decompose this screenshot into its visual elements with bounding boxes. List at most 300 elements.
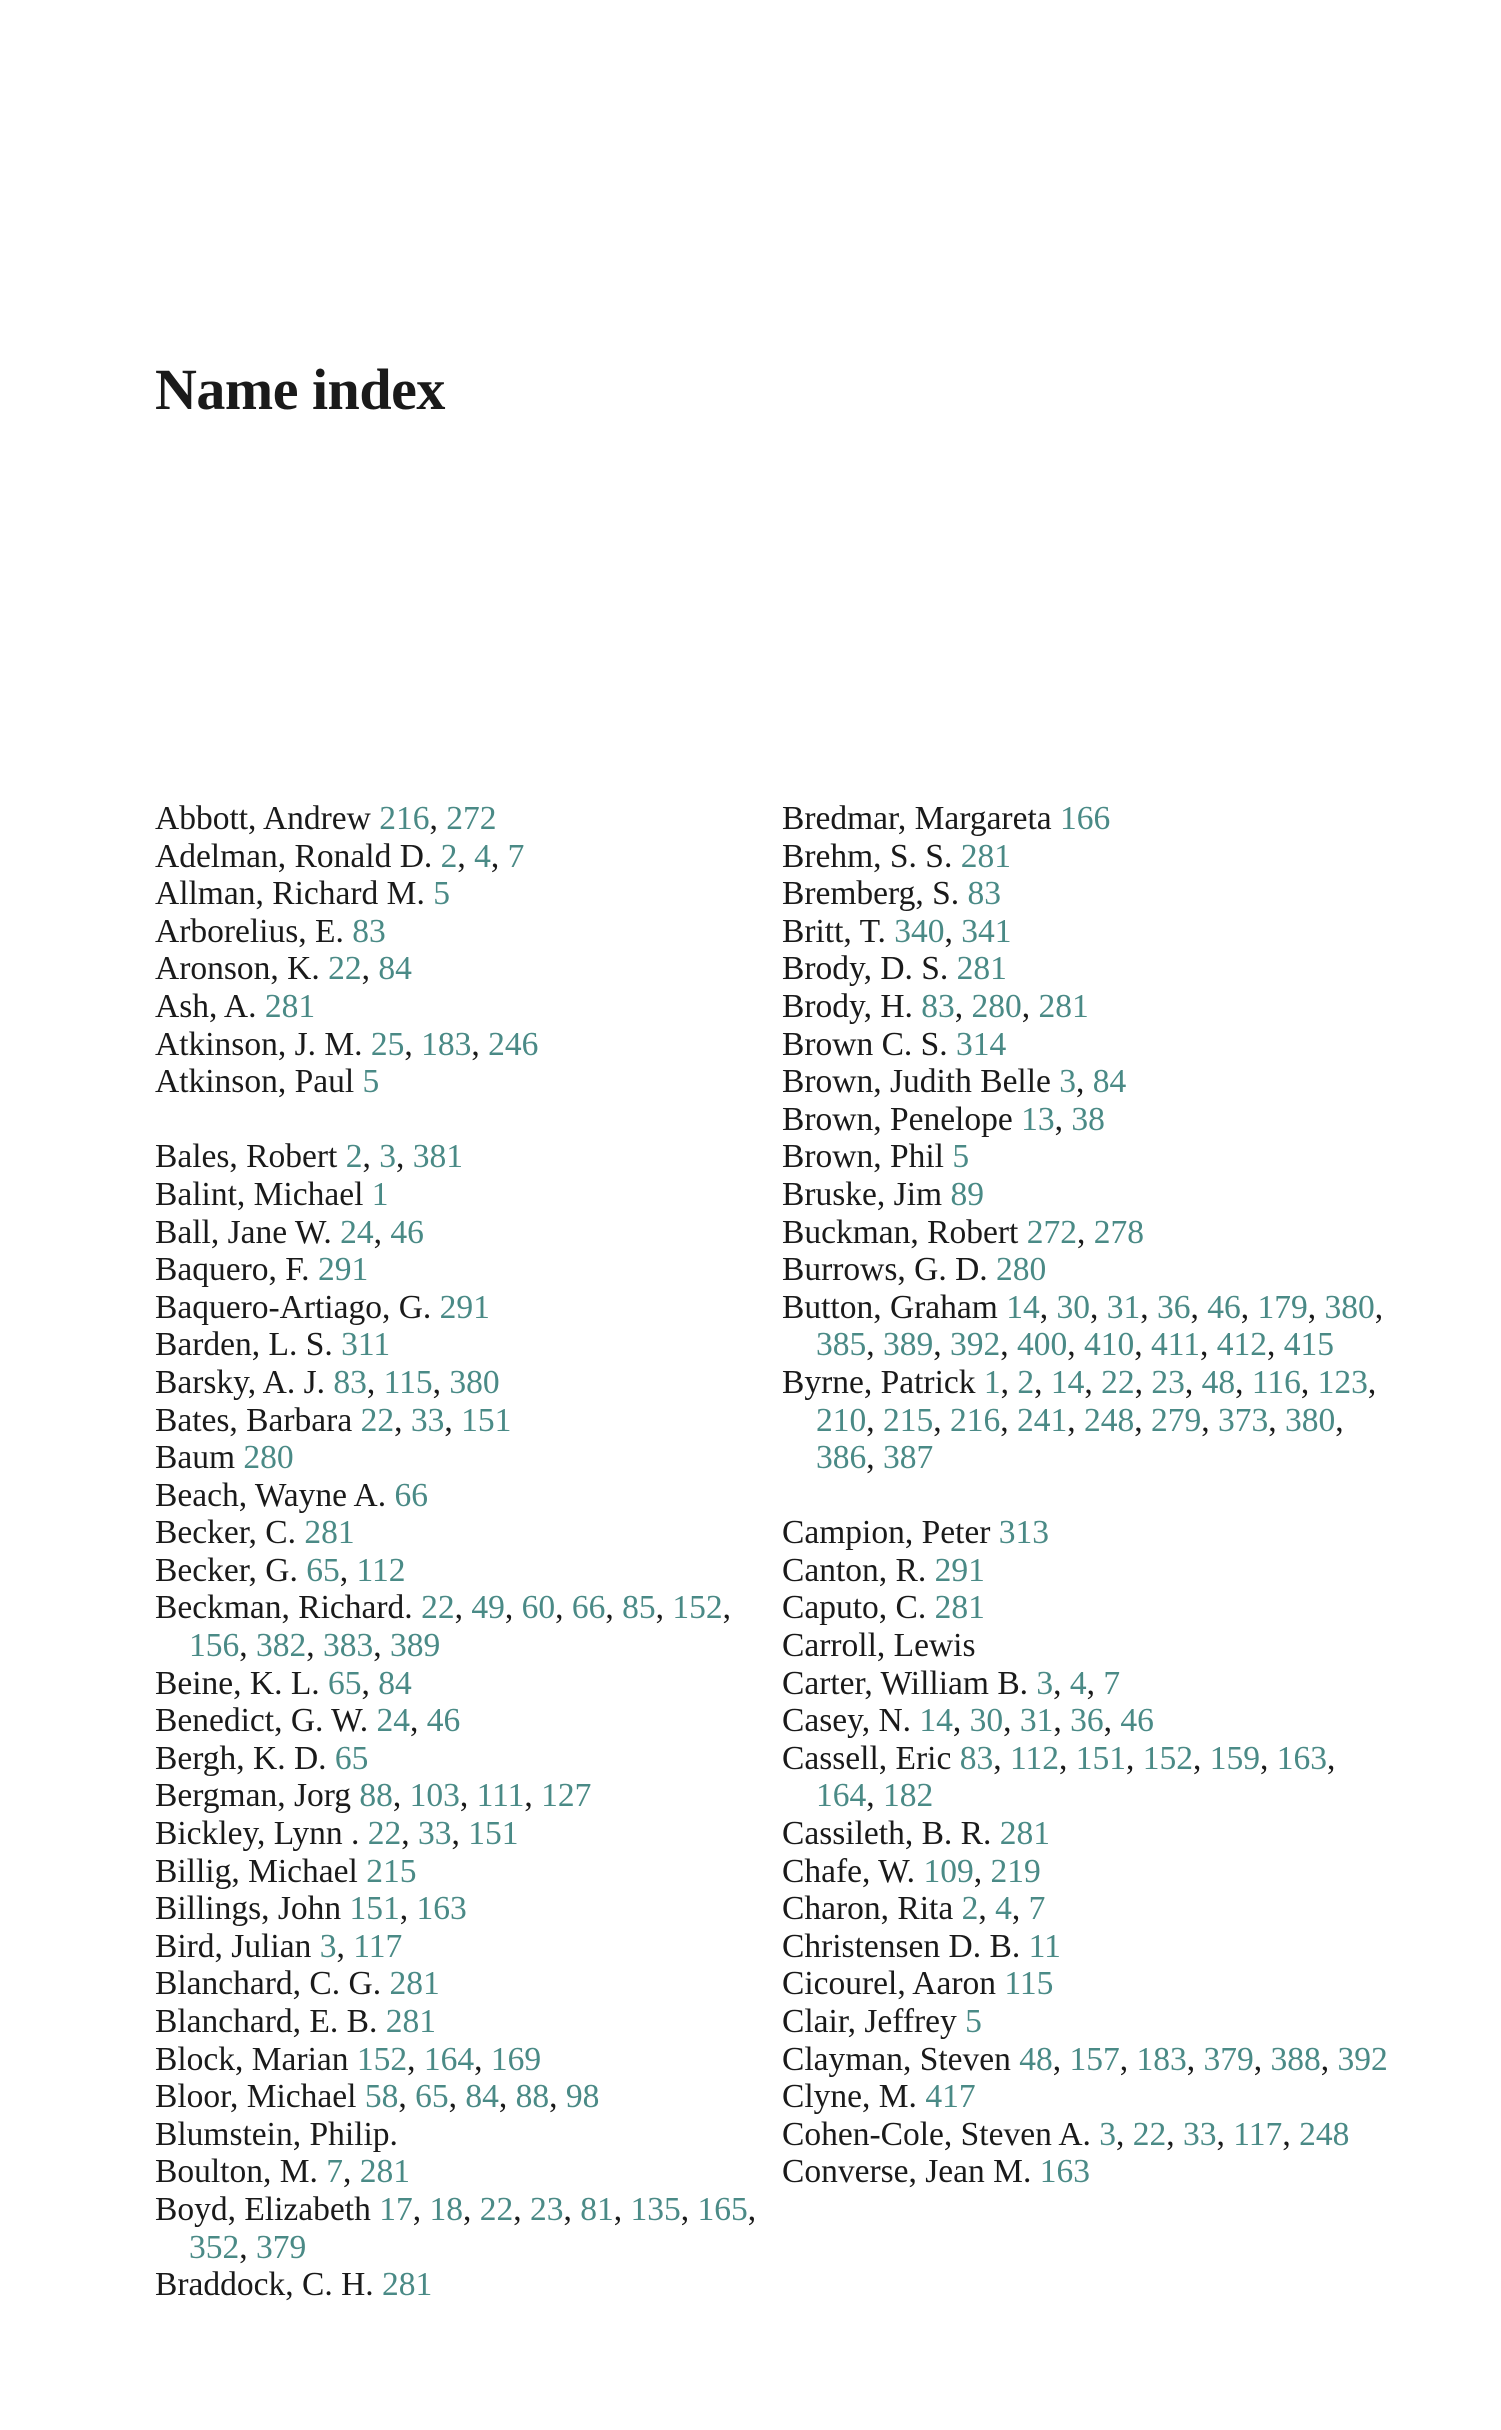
page-reference-link[interactable]: 241 bbox=[1017, 1401, 1068, 1439]
entry-name: Arborelius, E. bbox=[155, 912, 344, 950]
page-reference-link[interactable]: 103 bbox=[409, 1777, 460, 1815]
page-reference-link[interactable]: 246 bbox=[488, 1025, 539, 1063]
page-reference-link[interactable]: 248 bbox=[1084, 1401, 1135, 1439]
index-entry: Boulton, M. 7, 281 bbox=[155, 2153, 410, 2191]
page-reference-link[interactable]: 400 bbox=[1017, 1326, 1068, 1364]
page-reference-link[interactable]: 272 bbox=[446, 800, 497, 837]
page-reference-link[interactable]: 387 bbox=[883, 1439, 934, 1477]
index-entry bbox=[155, 1176, 775, 1214]
entry-name: Christensen D. B. bbox=[782, 1927, 1021, 1965]
page-reference-link[interactable]: 2 bbox=[345, 1138, 363, 1176]
page-reference-link[interactable]: 410 bbox=[1084, 1326, 1135, 1364]
index-entry: Chafe, W. 109, 219 bbox=[782, 1852, 1041, 1890]
index-entry: Clayman, Steven 48, 157, 183, 379, 388, 392 bbox=[782, 2040, 1388, 2078]
page-reference-link[interactable]: 340 bbox=[894, 912, 945, 950]
index-entry bbox=[782, 1627, 1402, 1665]
page-reference-link[interactable]: 33 bbox=[410, 1401, 445, 1439]
page-reference-link[interactable]: 112 bbox=[1009, 1739, 1059, 1777]
page-title: Name index bbox=[155, 357, 445, 422]
page-reference-link[interactable]: 215 bbox=[883, 1401, 934, 1439]
index-entry: Atkinson, J. M. 25, 183, 246 bbox=[155, 1025, 539, 1063]
page-reference-link[interactable]: 30 bbox=[1056, 1288, 1090, 1326]
page-reference-link[interactable]: 281 bbox=[999, 1815, 1051, 1853]
entry-name: Clyne, M. bbox=[782, 2078, 917, 2116]
page-reference-link[interactable]: 281 bbox=[389, 1965, 440, 2003]
page-reference-link[interactable]: 281 bbox=[304, 1514, 355, 1552]
entry-name: Barsky, A. J. bbox=[155, 1363, 325, 1401]
page-reference-link[interactable]: 163 bbox=[1039, 2153, 1090, 2191]
page-reference-link[interactable]: 66 bbox=[571, 1589, 606, 1627]
index-entry bbox=[782, 1026, 1402, 1064]
page-reference-link[interactable]: 210 bbox=[816, 1401, 867, 1439]
page-reference-link[interactable]: 179 bbox=[1257, 1288, 1308, 1326]
entry-name: Baquero-Artiago, G. bbox=[155, 1288, 432, 1326]
entry-name: Chafe, W. bbox=[782, 1852, 916, 1890]
page-reference-link[interactable]: 116 bbox=[1251, 1363, 1301, 1401]
index-entry bbox=[782, 838, 1402, 876]
page-reference-link[interactable]: 11 bbox=[1028, 1927, 1061, 1965]
page-reference-link[interactable]: 24 bbox=[340, 1213, 374, 1251]
page-reference-link[interactable]: 46 bbox=[1120, 1702, 1154, 1740]
page-reference-link[interactable]: 415 bbox=[1283, 1326, 1335, 1364]
page-reference-link[interactable]: 165 bbox=[697, 2190, 748, 2228]
page-reference-link[interactable]: 379 bbox=[256, 2228, 307, 2266]
page-reference-link[interactable]: 216 bbox=[950, 1401, 1001, 1439]
index-entry bbox=[155, 1251, 775, 1289]
page-reference-link[interactable]: 31 bbox=[1106, 1288, 1141, 1326]
page-reference-link[interactable]: 381 bbox=[412, 1138, 463, 1176]
page-reference-link[interactable]: 83 bbox=[333, 1363, 367, 1401]
page-reference-link[interactable]: 248 bbox=[1299, 2115, 1350, 2153]
index-entry bbox=[155, 875, 775, 913]
page-reference-link[interactable]: 386 bbox=[816, 1439, 867, 1477]
page-reference-link[interactable]: 341 bbox=[961, 912, 1012, 950]
entry-name: Blanchard, C. G. bbox=[155, 1965, 382, 2003]
index-entry bbox=[782, 1514, 1402, 1552]
index-entry bbox=[155, 988, 775, 1026]
entry-name: Abbott, Andrew bbox=[155, 800, 371, 837]
page-reference-link[interactable]: 216 bbox=[379, 800, 430, 837]
page-reference-link[interactable]: 1 bbox=[371, 1175, 389, 1213]
page-reference-link[interactable]: 115 bbox=[383, 1363, 433, 1401]
page-reference-link[interactable]: 7 bbox=[326, 2153, 343, 2191]
entry-name: Bergman, Jorg bbox=[155, 1777, 352, 1815]
page-reference-link[interactable]: 58 bbox=[364, 2078, 399, 2116]
page-reference-link[interactable]: 88 bbox=[515, 2078, 550, 2116]
page-reference-link[interactable]: 135 bbox=[630, 2190, 681, 2228]
page-reference-link[interactable]: 389 bbox=[390, 1627, 441, 1665]
page-reference-link[interactable]: 17 bbox=[379, 2190, 413, 2228]
page-reference-link[interactable]: 4 bbox=[995, 1890, 1012, 1928]
page-reference-link[interactable]: 163 bbox=[416, 1890, 467, 1928]
page-reference-link[interactable]: 83 bbox=[921, 987, 955, 1025]
page-reference-link[interactable]: 183 bbox=[421, 1025, 472, 1063]
index-entry: Buckman, Robert 272, 278 bbox=[782, 1213, 1144, 1251]
entry-name: Bruske, Jim bbox=[782, 1175, 943, 1213]
index-entry: Brown, Judith Belle 3, 84 bbox=[782, 1063, 1127, 1101]
page-reference-link[interactable]: 14 bbox=[1006, 1288, 1040, 1326]
index-entry: Barsky, A. J. 83, 115, 380 bbox=[155, 1363, 500, 1401]
index-entry bbox=[782, 1176, 1402, 1214]
entry-name: Beckman, Richard. bbox=[155, 1589, 413, 1627]
page-reference-link[interactable]: 60 bbox=[521, 1589, 556, 1627]
page-reference-link[interactable]: 84 bbox=[378, 950, 412, 988]
entry-name: Casey, N. bbox=[782, 1702, 912, 1740]
entry-name: Brown, Penelope bbox=[782, 1100, 1013, 1138]
page-reference-link[interactable]: 127 bbox=[541, 1777, 592, 1815]
index-entry bbox=[155, 1063, 775, 1101]
page-reference-link[interactable]: 22 bbox=[421, 1589, 455, 1627]
page-reference-link[interactable]: 84 bbox=[465, 2078, 499, 2116]
page-reference-link[interactable]: 38 bbox=[1071, 1100, 1105, 1138]
page-reference-link[interactable]: 280 bbox=[971, 987, 1022, 1025]
entry-name: Cicourel, Aaron bbox=[782, 1965, 996, 2003]
page-reference-link[interactable]: 291 bbox=[934, 1551, 985, 1589]
page-reference-link[interactable]: 65 bbox=[306, 1551, 340, 1589]
entry-name: Bales, Robert bbox=[155, 1138, 338, 1176]
page-reference-link[interactable]: 163 bbox=[1276, 1739, 1327, 1777]
entry-name: Atkinson, Paul bbox=[155, 1063, 355, 1101]
entry-name: Carter, William B. bbox=[782, 1664, 1029, 1702]
page-reference-link[interactable]: 281 bbox=[385, 2003, 436, 2040]
entry-name: Brown C. S. bbox=[782, 1025, 948, 1063]
entry-name: Caputo, C. bbox=[782, 1589, 927, 1627]
page-reference-link[interactable]: 291 bbox=[317, 1251, 369, 1289]
page-reference-link[interactable]: 22 bbox=[1132, 2115, 1167, 2153]
entry-name: Canton, R. bbox=[782, 1551, 927, 1589]
page-reference-link[interactable]: 151 bbox=[461, 1401, 512, 1439]
page-reference-link[interactable]: 46 bbox=[390, 1213, 424, 1251]
entry-name: Adelman, Ronald D. bbox=[155, 837, 433, 875]
page-reference-link[interactable]: 151 bbox=[468, 1815, 519, 1853]
entry-name: Brody, D. S. bbox=[782, 950, 949, 988]
index-entry: Bloor, Michael 58, 65, 84, 88, 98 bbox=[155, 2078, 600, 2116]
index-entry bbox=[782, 1251, 1402, 1289]
page-reference-link[interactable]: 280 bbox=[996, 1251, 1047, 1289]
entry-name: Ash, A. bbox=[155, 987, 257, 1025]
page-reference-link[interactable]: 22 bbox=[328, 950, 362, 988]
page-reference-link[interactable]: 2 bbox=[1017, 1363, 1035, 1401]
entry-name: Button, Graham bbox=[782, 1288, 998, 1326]
page-reference-link[interactable]: 24 bbox=[376, 1702, 410, 1740]
page-reference-link[interactable]: 117 bbox=[1233, 2115, 1283, 2153]
entry-name: Brown, Judith Belle bbox=[782, 1063, 1051, 1101]
page-reference-link[interactable]: 389 bbox=[883, 1326, 934, 1364]
page-reference-link[interactable]: 279 bbox=[1151, 1401, 1202, 1439]
page-reference-link[interactable]: 81 bbox=[580, 2190, 614, 2228]
page-reference-link[interactable]: 159 bbox=[1209, 1739, 1260, 1777]
entry-name: Benedict, G. W. bbox=[155, 1702, 369, 1740]
page-reference-link[interactable]: 281 bbox=[264, 987, 316, 1025]
page-reference-link[interactable]: 5 bbox=[965, 2003, 982, 2040]
page-reference-link[interactable]: 46 bbox=[1207, 1288, 1241, 1326]
page-reference-link[interactable]: 31 bbox=[1019, 1702, 1054, 1740]
page-reference-link[interactable]: 22 bbox=[479, 2190, 514, 2228]
entry-name: Cohen-Cole, Steven A. bbox=[782, 2115, 1091, 2153]
page-reference-link[interactable]: 4 bbox=[474, 837, 491, 875]
page-reference-link[interactable]: 152 bbox=[1142, 1739, 1193, 1777]
entry-name: Cassileth, B. R. bbox=[782, 1815, 992, 1853]
page-reference-link[interactable]: 83 bbox=[352, 912, 386, 950]
entry-name: Baum bbox=[155, 1439, 236, 1477]
page-reference-link[interactable]: 215 bbox=[366, 1852, 417, 1890]
page-reference-link[interactable]: 123 bbox=[1317, 1363, 1368, 1401]
page-reference-link[interactable]: 3 bbox=[1099, 2115, 1117, 2153]
page-reference-link[interactable]: 166 bbox=[1060, 800, 1111, 837]
index-entry bbox=[782, 875, 1402, 913]
index-entry: Cohen-Cole, Steven A. 3, 22, 33, 117, 248 bbox=[782, 2115, 1350, 2153]
index-entry bbox=[155, 1853, 775, 1891]
entry-name: Atkinson, J. M. bbox=[155, 1025, 363, 1063]
index-entry bbox=[782, 1138, 1402, 1176]
entry-name: Brehm, S. S. bbox=[782, 837, 953, 875]
page-reference-link[interactable]: 3 bbox=[1059, 1063, 1077, 1101]
page-reference-link[interactable]: 3 bbox=[379, 1138, 396, 1176]
page-reference-link[interactable]: 7 bbox=[507, 837, 525, 875]
index-entry: Benedict, G. W. 24, 46 bbox=[155, 1702, 461, 1740]
page-reference-link[interactable]: 48 bbox=[1019, 2040, 1053, 2078]
page-reference-link[interactable]: 380 bbox=[1324, 1288, 1375, 1326]
entry-name: Boyd, Elizabeth bbox=[155, 2190, 371, 2228]
page-reference-link[interactable]: 352 bbox=[189, 2228, 240, 2266]
page-reference-link[interactable]: 98 bbox=[565, 2078, 600, 2116]
page-reference-link[interactable]: 25 bbox=[370, 1025, 405, 1063]
index-entry bbox=[155, 1740, 775, 1778]
page-reference-link[interactable]: 30 bbox=[969, 1702, 1004, 1740]
page-reference-link[interactable]: 88 bbox=[359, 1777, 393, 1815]
page-reference-link[interactable]: 373 bbox=[1218, 1401, 1269, 1439]
index-entry: Bates, Barbara 22, 33, 151 bbox=[155, 1401, 512, 1439]
page-reference-link[interactable]: 36 bbox=[1156, 1288, 1191, 1326]
page-reference-link[interactable]: 111 bbox=[476, 1777, 525, 1815]
index-entry bbox=[782, 950, 1402, 988]
page-reference-link[interactable]: 281 bbox=[934, 1589, 985, 1627]
page-reference-link[interactable]: 152 bbox=[356, 2040, 408, 2078]
index-entry: Block, Marian 152, 164, 169 bbox=[155, 2040, 542, 2078]
index-entry: Beckman, Richard. 22, 49, 60, 66, 85, 152, 156, 382, 383, 389 bbox=[155, 1589, 731, 1665]
index-entry bbox=[155, 2116, 775, 2154]
page-reference-link[interactable]: 117 bbox=[353, 1927, 403, 1965]
index-entry bbox=[155, 1965, 775, 2003]
page-reference-link[interactable]: 5 bbox=[433, 875, 450, 913]
entry-name: Bergh, K. D. bbox=[155, 1739, 327, 1777]
entry-name: Buckman, Robert bbox=[782, 1213, 1019, 1251]
entry-name: Baquero, F. bbox=[155, 1251, 310, 1289]
page-reference-link[interactable]: 281 bbox=[956, 950, 1007, 988]
page-reference-link[interactable]: 65 bbox=[334, 1739, 369, 1777]
page-reference-link[interactable]: 115 bbox=[1004, 1965, 1054, 2003]
entry-name: Boulton, M. bbox=[155, 2153, 318, 2191]
page-reference-link[interactable]: 22 bbox=[367, 1815, 402, 1853]
index-entry bbox=[782, 2153, 1402, 2191]
index-entry bbox=[782, 2003, 1402, 2041]
entry-name: Blumstein, Philip. bbox=[155, 2115, 398, 2153]
entry-name: Clair, Jeffrey bbox=[782, 2003, 957, 2040]
page-reference-link[interactable]: 169 bbox=[490, 2040, 542, 2078]
page-reference-link[interactable]: 2 bbox=[440, 837, 458, 875]
page-reference-link[interactable]: 164 bbox=[423, 2040, 475, 2078]
entry-name: Billings, John bbox=[155, 1890, 342, 1928]
page-reference-link[interactable]: 272 bbox=[1026, 1213, 1077, 1251]
page-reference-link[interactable]: 46 bbox=[426, 1702, 461, 1740]
index-entry bbox=[782, 1965, 1402, 2003]
page-reference-link[interactable]: 18 bbox=[429, 2190, 463, 2228]
page-reference-link[interactable]: 379 bbox=[1203, 2040, 1254, 2078]
entry-name: Bredmar, Margareta bbox=[782, 800, 1052, 837]
page-reference-link[interactable]: 411 bbox=[1151, 1326, 1201, 1364]
page-reference-link[interactable]: 380 bbox=[1285, 1401, 1336, 1439]
page-reference-link[interactable]: 278 bbox=[1093, 1213, 1144, 1251]
index-entry: Bird, Julian 3, 117 bbox=[155, 1927, 403, 1965]
index-entry: Cassell, Eric 83, 112, 151, 152, 159, 163, 164, 182 bbox=[782, 1739, 1336, 1815]
page-reference-link[interactable]: 7 bbox=[1103, 1664, 1121, 1702]
page-reference-link[interactable]: 65 bbox=[415, 2078, 449, 2116]
index-entry bbox=[155, 1326, 775, 1364]
page-reference-link[interactable]: 380 bbox=[449, 1363, 500, 1401]
index-entry bbox=[782, 2078, 1402, 2116]
page-reference-link[interactable]: 65 bbox=[328, 1664, 362, 1702]
page-reference-link[interactable]: 33 bbox=[1183, 2115, 1217, 2153]
entry-name: Blanchard, E. B. bbox=[155, 2003, 378, 2040]
page-reference-link[interactable]: 382 bbox=[256, 1627, 307, 1665]
page-reference-link[interactable]: 36 bbox=[1070, 1702, 1104, 1740]
page-reference-link[interactable]: 392 bbox=[950, 1326, 1001, 1364]
index-entry: Adelman, Ronald D. 2, 4, 7 bbox=[155, 837, 525, 875]
index-entry bbox=[782, 800, 1402, 838]
page-reference-link[interactable]: 156 bbox=[189, 1627, 240, 1665]
entry-name: Brody, H. bbox=[782, 987, 913, 1025]
entry-name: Bickley, Lynn . bbox=[155, 1815, 360, 1853]
page-reference-link[interactable]: 385 bbox=[816, 1326, 867, 1364]
page-reference-link[interactable]: 219 bbox=[990, 1852, 1041, 1890]
page-reference-link[interactable]: 4 bbox=[1069, 1664, 1087, 1702]
entry-name: Block, Marian bbox=[155, 2040, 349, 2078]
page-reference-link[interactable]: 412 bbox=[1216, 1326, 1268, 1364]
page-reference-link[interactable]: 84 bbox=[378, 1664, 412, 1702]
page-reference-link[interactable]: 182 bbox=[883, 1777, 934, 1815]
index-entry: Aronson, K. 22, 84 bbox=[155, 950, 412, 988]
page-reference-link[interactable]: 49 bbox=[471, 1589, 505, 1627]
page-reference-link[interactable]: 23 bbox=[1151, 1363, 1185, 1401]
page-reference-link[interactable]: 112 bbox=[356, 1551, 406, 1589]
entry-name: Beine, K. L. bbox=[155, 1664, 320, 1702]
index-entry bbox=[782, 1815, 1402, 1853]
page-reference-link[interactable]: 281 bbox=[382, 2266, 433, 2304]
index-entry: Britt, T. 340, 341 bbox=[782, 912, 1012, 950]
index-entry: Ball, Jane W. 24, 46 bbox=[155, 1213, 424, 1251]
index-entry: Brody, H. 83, 280, 281 bbox=[782, 987, 1089, 1025]
entry-name: Brown, Phil bbox=[782, 1138, 944, 1176]
entry-name: Becker, G. bbox=[155, 1551, 298, 1589]
page-reference-link[interactable]: 291 bbox=[439, 1288, 490, 1326]
page-reference-link[interactable]: 383 bbox=[323, 1627, 374, 1665]
entry-name: Cassell, Eric bbox=[782, 1739, 952, 1777]
page-reference-link[interactable]: 5 bbox=[362, 1063, 380, 1101]
entry-name: Bates, Barbara bbox=[155, 1401, 353, 1439]
entry-name: Charon, Rita bbox=[782, 1890, 954, 1928]
index-column-right bbox=[782, 800, 1402, 2191]
page-reference-link[interactable]: 23 bbox=[529, 2190, 564, 2228]
entry-name: Converse, Jean M. bbox=[782, 2153, 1032, 2191]
page-reference-link[interactable]: 2 bbox=[961, 1890, 979, 1928]
page-reference-link[interactable]: 281 bbox=[359, 2153, 410, 2191]
index-entry: Abbott, Andrew 216, 272 bbox=[155, 800, 497, 837]
index-entry: Bales, Robert 2, 3, 381 bbox=[155, 1138, 463, 1176]
index-column-left bbox=[155, 800, 775, 2304]
page-reference-link[interactable]: 157 bbox=[1069, 2040, 1120, 2078]
page-reference-link[interactable]: 84 bbox=[1092, 1063, 1127, 1101]
page-reference-link[interactable]: 311 bbox=[341, 1326, 391, 1364]
page-reference-link[interactable]: 164 bbox=[816, 1777, 867, 1815]
page-reference-link[interactable]: 183 bbox=[1136, 2040, 1187, 2078]
page-reference-link[interactable]: 151 bbox=[349, 1890, 400, 1928]
index-entry bbox=[155, 2266, 775, 2304]
page-reference-link[interactable]: 388 bbox=[1270, 2040, 1321, 2078]
page-reference-link[interactable]: 48 bbox=[1201, 1363, 1236, 1401]
entry-name: Barden, L. S. bbox=[155, 1326, 333, 1364]
page-reference-link[interactable]: 314 bbox=[956, 1025, 1007, 1063]
index-entry bbox=[155, 2003, 775, 2041]
page-reference-link[interactable]: 151 bbox=[1075, 1739, 1126, 1777]
page-reference-link[interactable]: 392 bbox=[1337, 2040, 1388, 2078]
entry-name: Bremberg, S. bbox=[782, 875, 960, 913]
index-entry: Charon, Rita 2, 4, 7 bbox=[782, 1890, 1046, 1928]
page-reference-link[interactable]: 280 bbox=[243, 1439, 294, 1477]
index-entry bbox=[155, 913, 775, 951]
index-entry: Billings, John 151, 163 bbox=[155, 1890, 467, 1928]
page-reference-link[interactable]: 1 bbox=[983, 1363, 1001, 1401]
page-reference-link[interactable]: 281 bbox=[960, 837, 1011, 875]
index-entry: Beine, K. L. 65, 84 bbox=[155, 1664, 412, 1702]
page-reference-link[interactable]: 417 bbox=[925, 2078, 976, 2116]
entry-name: Burrows, G. D. bbox=[782, 1251, 988, 1289]
index-entry: Carter, William B. 3, 4, 7 bbox=[782, 1664, 1121, 1702]
page-reference-link[interactable]: 152 bbox=[672, 1589, 723, 1627]
page-reference-link[interactable]: 85 bbox=[622, 1589, 656, 1627]
page-reference-link[interactable]: 14 bbox=[1050, 1363, 1085, 1401]
page-reference-link[interactable]: 33 bbox=[418, 1815, 452, 1853]
page-reference-link[interactable]: 313 bbox=[998, 1514, 1050, 1552]
page-reference-link[interactable]: 83 bbox=[959, 1739, 994, 1777]
page-reference-link[interactable]: 13 bbox=[1021, 1100, 1055, 1138]
page-reference-link[interactable]: 89 bbox=[950, 1175, 984, 1213]
index-entry bbox=[155, 1477, 775, 1515]
index-entry: Button, Graham 14, 30, 31, 36, 46, 179, 380, 385, 389, 392, 400, 410, 411, 412, 415 bbox=[782, 1288, 1384, 1364]
page-reference-link[interactable]: 3 bbox=[1036, 1664, 1054, 1702]
page-reference-link[interactable]: 3 bbox=[319, 1927, 337, 1965]
page-reference-link[interactable]: 281 bbox=[1038, 987, 1089, 1025]
index-entry bbox=[155, 1289, 775, 1327]
entry-name: Campion, Peter bbox=[782, 1514, 991, 1552]
page-reference-link[interactable]: 109 bbox=[923, 1852, 974, 1890]
page-reference-link[interactable]: 14 bbox=[919, 1702, 953, 1740]
index-entry: Brown, Penelope 13, 38 bbox=[782, 1100, 1105, 1138]
index-entry: Becker, G. 65, 112 bbox=[155, 1551, 406, 1589]
entry-name: Beach, Wayne A. bbox=[155, 1476, 387, 1514]
entry-name: Becker, C. bbox=[155, 1514, 296, 1552]
page-reference-link[interactable]: 5 bbox=[952, 1138, 970, 1176]
page-reference-link[interactable]: 22 bbox=[1101, 1363, 1135, 1401]
index-entry bbox=[782, 1552, 1402, 1590]
page-reference-link[interactable]: 66 bbox=[394, 1476, 428, 1514]
index-entry bbox=[155, 1439, 775, 1477]
page-reference-link[interactable]: 83 bbox=[967, 875, 1001, 913]
page-reference-link[interactable]: 22 bbox=[360, 1401, 395, 1439]
entry-name: Billig, Michael bbox=[155, 1852, 358, 1890]
entry-name: Allman, Richard M. bbox=[155, 875, 425, 913]
page-reference-link[interactable]: 7 bbox=[1028, 1890, 1046, 1928]
entry-name: Bloor, Michael bbox=[155, 2078, 357, 2116]
